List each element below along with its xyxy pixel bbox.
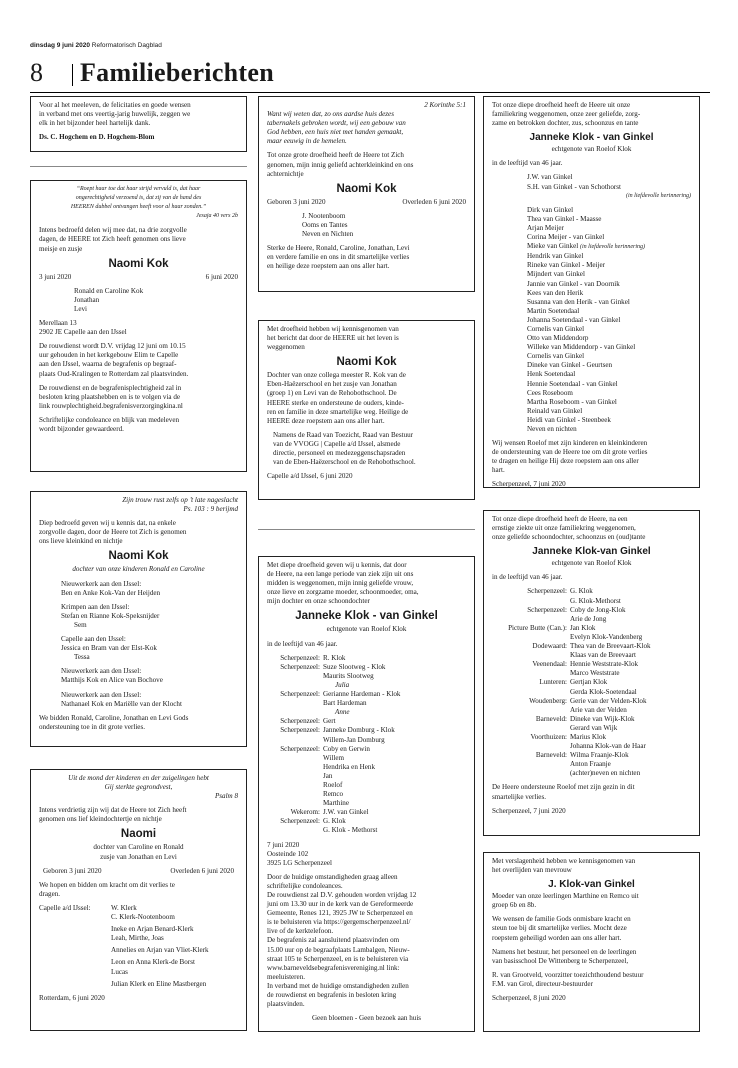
body-line: In verband met de huidige omstandigheden zullen	[267, 981, 409, 990]
intro-line: familiekring weggenomen, onze zeer geliefde, zorg-	[492, 110, 641, 119]
age-line: in de leeftijd van 46 jaar.	[267, 639, 338, 648]
family-place: Scherpenzeel:	[280, 726, 320, 735]
family-line: Arjan Meijer	[527, 223, 564, 232]
intro-line: onze geliefde schoondochter, schoonzus en (oud)tante	[492, 533, 646, 542]
family-line: Ben en Anke Kok-Van der Heijden	[61, 588, 161, 597]
stream-line: link rouwplechtigheid.begrafenisverzorgingkina.nl	[39, 401, 183, 410]
signature-line: van de VVOGG | Capelle a/d IJssel, alsmede	[273, 439, 401, 448]
body-line: We wensen de familie Gods onmisbare kracht en	[492, 915, 631, 924]
stream-line: besloten kring plaatshebben en is te volgen via de	[39, 392, 181, 401]
family-place: Nieuwerkerk aan den IJssel:	[61, 667, 142, 676]
intro-line: dagen, de HEERE tot Zich heeft genomen ons lieve	[39, 235, 186, 244]
intro-line: zame en betrokken dochter, zus, schoonzus en tante	[492, 119, 639, 128]
header-divider	[72, 64, 73, 86]
notice-naomi-klerk	[30, 769, 247, 1031]
quote-line: tabernakels gebroken wordt, wij een gebouw van	[267, 119, 406, 128]
family-line: R. Klok	[323, 653, 346, 662]
closing-line: ondersteuning toe in dit grote verlies.	[39, 722, 145, 731]
family-place: Scherpenzeel:	[280, 690, 320, 699]
body-line: ren en familie in deze smartelijke weg. Heilige de	[267, 407, 409, 416]
body-line: www.barneveldsebegrafenisvereniging.nl link:	[267, 963, 400, 972]
family-line: Jonathan	[74, 295, 100, 304]
birth-date: 3 juni 2020	[39, 272, 72, 281]
family-line: Roelof	[323, 780, 343, 789]
deceased-name: J. Klok-van Ginkel	[548, 879, 635, 891]
quote-reference: 2 Korinthe 5:1	[424, 101, 466, 109]
family-place	[492, 669, 570, 678]
intro-line: Intens bedroefd delen wij mee dat, na drie zorgvolle	[39, 226, 187, 235]
body-line: Gemeente, Renes 121, 3925 JW te Scherpenzeel en	[267, 909, 413, 918]
family-line: Neven en Nichten	[302, 230, 354, 239]
family-line: Cornelis van Ginkel	[527, 324, 585, 333]
family-line: Johanna Klok-van de Haar	[570, 742, 646, 751]
family-line: Dineke van Wijk-Klok	[570, 714, 635, 723]
deceased-name: Janneke Klok - van Ginkel	[295, 610, 438, 623]
family-place: Woudenberg:	[529, 696, 567, 705]
family-line: Otto van Middendorp	[527, 334, 589, 343]
family-line: Jannie van Ginkel - van Doornik	[527, 279, 620, 288]
family-line: Gert	[323, 717, 336, 726]
quote-reference: Jesaja 40 vers 2b	[196, 213, 238, 220]
family-line: J.W. van Ginkel	[527, 173, 573, 182]
header-rule	[30, 92, 710, 93]
family-place: Nieuwerkerk aan den IJssel:	[61, 579, 142, 588]
family-line: Gertjan Klok	[570, 678, 608, 687]
family-line: Rineke van Ginkel - Meijer	[527, 261, 606, 270]
family-line: Dirk van Ginkel	[527, 205, 574, 214]
family-line: Willeke van Middendorp - van Ginkel	[527, 343, 636, 352]
quote-line: HEEREN dubbel ontvangen heeft voor al haar zonden.”	[70, 204, 207, 211]
deceased-name: Naomi Kok	[108, 550, 169, 563]
body-line: De rouwdienst zal D.V. gehouden worden vrijdag 12	[267, 891, 417, 899]
family-line: Hendrika en Henk	[323, 762, 376, 771]
address-line: 2902 JE Capelle aan den IJssel	[39, 328, 127, 337]
family-line: Leah, Mirthe, Joas	[111, 934, 164, 943]
family-place: Lunteren:	[539, 678, 567, 687]
body-line: de rouwdienst en begrafenis in besloten kring	[267, 991, 397, 1000]
family-line: Levi	[74, 304, 87, 313]
body-line: groep 6b en 8b.	[492, 901, 537, 910]
birth-date: Geboren 3 juni 2020	[267, 197, 326, 206]
thanks-line: in verband met ons veertig-jarig huwelijk, zeggen we	[39, 110, 191, 119]
deceased-subtitle: dochter van onze kinderen Ronald en Caroline	[72, 565, 205, 574]
body-line: Namens het bestuur, het personeel en de leerlingen	[492, 947, 637, 956]
intro-line: Diep bedroefd geven wij u kennis dat, na enkele	[39, 519, 176, 528]
body-line: De begrafenis zal aansluitend plaatsvinden om	[267, 936, 400, 945]
family-place: Veenendaal:	[532, 660, 567, 669]
family-line: Ronald en Caroline Kok	[74, 286, 144, 295]
family-line: Johanna Soetendaal - van Ginkel	[527, 315, 621, 324]
notice-footer: Rotterdam, 6 juni 2020	[39, 993, 105, 1002]
family-line: Martha Roseboom - van Ginkel	[527, 397, 617, 406]
body-line: Dochter van onze collega meester R. Kok van de	[267, 371, 406, 380]
closing-line: Wij wensen Roelof met zijn kinderen en kleinkinderen	[492, 439, 648, 448]
signature-line: directie, personeel en medezeggenschapsraden	[273, 449, 406, 458]
family-line: Thea van de Breevaart-Klok	[570, 642, 651, 651]
family-line: Anton Fraanje	[570, 760, 611, 769]
deceased-name: Naomi	[120, 828, 157, 841]
closing-line: smartelijke verlies.	[492, 792, 546, 801]
family-line: Hendrik van Ginkel	[527, 252, 584, 261]
family-place	[267, 672, 323, 681]
family-line: Marco Weststrate	[570, 669, 620, 678]
body-line: van basisschool De Wittenberg te Scherpenzeel,	[492, 956, 629, 965]
condolence-line: Schriftelijke condoleance en blijk van medeleven	[39, 415, 180, 424]
family-line: Julian Klerk en Eline Mastbergen	[111, 979, 207, 988]
family-line: Kees van den Herik	[527, 288, 584, 297]
body-line: Moeder van onze leerlingen Marthine en Remco uit	[492, 892, 639, 901]
quote-reference: Psalm 8	[214, 792, 238, 801]
family-line: Willem	[323, 753, 344, 762]
deceased-name: Naomi Kok	[108, 257, 169, 270]
family-line: Arie van der Velden	[570, 705, 627, 714]
quote-line: “Roept haar toe dat haar strijd vervuld is, dat haar	[76, 186, 201, 192]
family-line: G. Klok	[570, 587, 593, 596]
closing-line: de ondersteuning van de Heere toe om dit grote verlies	[492, 448, 648, 457]
family-line: Jessica en Bram van der Elst-Kok	[61, 644, 157, 653]
death-date: Overleden 6 juni 2020	[170, 866, 234, 875]
family-line: Arie de Jong	[570, 614, 607, 623]
intro-line: het overlijden van mevrouw	[492, 866, 572, 875]
quote-line: God hebben, een huis niet met handen gemaakt,	[267, 128, 404, 137]
family-line: Corina Meijer - van Ginkel	[527, 233, 605, 242]
family-line: Coby en Gerwin	[323, 744, 370, 753]
memory-note: (in liefdevolle herinnering)	[580, 244, 645, 251]
header-paper: Reformatorisch Dagblad	[91, 42, 162, 49]
intro-line: onze lieve en zorgzame moeder, schoonmoeder, oma,	[267, 588, 419, 597]
family-line: Maurits Slootweg	[323, 671, 374, 680]
family-line: Cees Roseboom	[527, 388, 573, 397]
family-place: Barneveld:	[535, 751, 567, 760]
deceased-subtitle: echtgenote van Roelof Klok	[551, 145, 632, 154]
intro-line: genomen ons lief kleindochtertje en nichtje	[39, 815, 162, 824]
address-line: 3925 LG Scherpenzeel	[267, 858, 333, 867]
intro-line: Tot onze diepe droefheid heeft de Heere uit onze	[492, 101, 631, 109]
deceased-name: Janneke Klok - van Ginkel	[529, 132, 654, 144]
family-place: Capelle a/d IJssel:	[39, 903, 91, 912]
page-title: Familieberichten	[80, 58, 274, 87]
family-place	[492, 760, 570, 769]
quote-line: Gij sterkte gegrondvest,	[104, 783, 173, 792]
wish-line: We hopen en bidden om kracht om dit verlies te	[39, 880, 175, 889]
notice-naomi-grandparents	[30, 491, 247, 747]
page-number: 8	[30, 58, 43, 87]
wish-line: dragen.	[39, 889, 61, 898]
family-place: Barneveld:	[535, 714, 567, 723]
service-line: uur gehouden in het kerkgebouw Elim te Capelle	[39, 351, 179, 360]
notice-janneke-husband	[258, 556, 475, 1032]
signature-line: F.M. van Grol, directeur-bestuurder	[492, 979, 593, 988]
death-date: Overleden 6 juni 2020	[402, 197, 466, 206]
family-line: Lucas	[111, 967, 128, 976]
family-place: Scherpenzeel:	[527, 587, 567, 596]
family-place	[492, 742, 570, 751]
family-place	[267, 763, 323, 772]
family-line: Henk Soetendaal	[527, 370, 576, 379]
family-line: Evelyn Klok-Vandenberg	[570, 632, 643, 641]
family-place	[492, 724, 570, 733]
deceased-subtitle: echtgenote van Roelof Klok	[326, 625, 407, 634]
quote-line: maar eeuwig in de hemelen.	[267, 137, 347, 146]
family-line: Gerianne Hardeman - Klok	[323, 690, 401, 699]
intro-line: Tot onze diepe droefheid heeft de Heere, na een	[492, 515, 628, 523]
stream-line: De rouwdienst en de begrafenisplechtigheid zal in	[39, 383, 182, 392]
family-line: W. Klerk	[111, 903, 137, 912]
family-line: Jan	[323, 771, 333, 780]
intro-line: Met verslagenheid hebben we kennisgenomen van	[492, 857, 636, 865]
family-place	[267, 736, 323, 745]
family-place	[267, 772, 323, 781]
family-line: Stefan en Rianne Kok-Speksnijder	[61, 611, 160, 620]
family-line: Willem-Jan Domburg	[323, 735, 385, 744]
age-line: in de leeftijd van 46 jaar.	[492, 159, 563, 168]
family-line: Reinald van Ginkel	[527, 406, 583, 415]
family-place	[267, 754, 323, 763]
intro-line: Intens verdrietig zijn wij dat de Heere tot Zich heeft	[39, 806, 187, 815]
body-line: Door de huidige omstandigheden graag alleen	[267, 872, 398, 881]
family-place	[267, 799, 323, 808]
family-place	[492, 688, 570, 697]
family-place: Scherpenzeel:	[280, 662, 320, 671]
deceased-subtitle: dochter van Caroline en Ronald	[93, 843, 184, 852]
family-place: Scherpenzeel:	[280, 817, 320, 826]
body-line: straat 105 te Scherpenzeel, en is te beluisteren via	[267, 954, 409, 963]
thanks-line: Voor al het meeleven, de felicitaties en goede wensen	[39, 101, 191, 109]
family-place	[267, 781, 323, 790]
family-place: Scherpenzeel:	[280, 744, 320, 753]
family-line: Tessa	[74, 653, 90, 662]
family-line: Gerard van Wijk	[570, 723, 618, 732]
family-line: Mijndert van Ginkel	[527, 270, 585, 279]
family-line: Thea van Ginkel - Maasse	[527, 214, 602, 223]
family-line: Ooms en Tantes	[302, 220, 348, 229]
closing-line: en verdere familie en ons in dit smartelijke verlies	[267, 253, 410, 262]
family-line: G. Klok - Methorst	[323, 826, 378, 835]
family-place: Scherpenzeel:	[527, 605, 567, 614]
family-place	[492, 597, 570, 606]
family-line: Gerie van der Velden-Klok	[570, 696, 647, 705]
notice-janneke-school	[483, 852, 700, 1032]
family-place: Scherpenzeel:	[280, 653, 320, 662]
family-line: J.W. van Ginkel	[323, 808, 369, 817]
family-line: Dineke van Ginkel - Geurtsen	[527, 361, 613, 370]
family-line: Suze Slootweg - Klok	[323, 662, 386, 671]
quote-reference: Ps. 103 : 9 berijmd	[183, 505, 238, 514]
family-place	[267, 790, 323, 799]
family-place	[492, 633, 570, 642]
notice-date: 7 juni 2020	[267, 840, 300, 849]
family-line: Nathanael Kok en Mariëlle van der Klocht	[61, 699, 182, 708]
notice-janneke-family	[483, 96, 700, 488]
intro-line: de Heere, na een lange periode van ziek zijn uit ons	[267, 570, 414, 579]
age-line: in de leeftijd van 46 jaar.	[492, 573, 563, 582]
family-place	[267, 826, 323, 835]
notice-janneke-inlaws	[483, 510, 700, 836]
body-line: plaatsvinden.	[267, 1000, 305, 1009]
family-place: Picture Butte (Can.):	[508, 623, 567, 632]
family-place	[267, 708, 323, 717]
family-line: Susanna van den Herik - van Ginkel	[527, 297, 630, 306]
deceased-name: Naomi Kok	[336, 182, 397, 195]
intro-line: mijn dochter en onze schoondochter	[267, 597, 370, 606]
family-line: Heidi van Ginkel - Steenbeek	[527, 415, 611, 424]
intro-line: ernstige ziekte uit onze familiekring weggenomen,	[492, 524, 636, 533]
intro-line: zorgvolle dagen, door de Heere tot Zich is genomen	[39, 528, 187, 537]
deceased-name: Naomi Kok	[336, 356, 397, 369]
family-line: Klaas van de Breevaart	[570, 651, 636, 660]
family-place	[492, 706, 570, 715]
intro-line: genomen, mijn innig geliefd achterkleinkind en ons	[267, 160, 414, 169]
body-line: is te beluisteren via https://gergemscherpenzeel.nl/	[267, 918, 411, 927]
family-line: Wilma Fraanje-Klok	[570, 751, 629, 760]
family-line: Ineke en Arjan Benard-Klerk	[111, 925, 194, 934]
notice-footer: Scherpenzeel, 8 juni 2020	[492, 994, 566, 1003]
family-line: Marthine	[323, 799, 350, 808]
notice-footer: Capelle a/d IJssel, 6 juni 2020	[267, 472, 353, 481]
family-place: Scherpenzeel:	[280, 717, 320, 726]
body-line: meeluisteren.	[267, 972, 306, 981]
birth-date: Geboren 3 juni 2020	[43, 866, 102, 875]
family-place	[267, 681, 323, 690]
family-line: Hennie Soetendaal - van Ginkel	[527, 379, 618, 388]
deceased-subtitle: echtgenote van Roelof Klok	[551, 559, 632, 568]
death-date: 6 juni 2020	[205, 272, 238, 281]
family-line: Anne	[335, 708, 350, 717]
body-line: steun toe bij dit smartelijke verlies. Mocht deze	[492, 924, 627, 933]
family-place: Capelle aan den IJssel:	[61, 635, 126, 644]
family-line: Leon en Anna Klerk-de Borst	[111, 958, 195, 967]
notice-naomi-school	[258, 320, 475, 500]
intro-line: Met droefheid hebben wij kennisgenomen van	[267, 325, 399, 333]
body-line: schriftelijke condoleances.	[267, 881, 343, 890]
memory-note: (in liefdevolle herinnering)	[626, 192, 691, 199]
quote-line: Zijn trouw rust zelfs op ’t late nageslacht	[122, 496, 238, 504]
family-line: Hennie Weststrate-Klok	[570, 660, 639, 669]
family-line: S.H. van Ginkel - van Schothorst	[527, 182, 621, 191]
family-line: G. Klok-Methorst	[570, 596, 621, 605]
header-date: dinsdag 9 juni 2020	[30, 42, 90, 49]
address-line: Oosteinde 102	[267, 849, 309, 858]
family-line: Sem	[74, 620, 87, 629]
body-line: Eben-Haëzerschool en het zusje van Jonathan	[267, 380, 397, 389]
signature-line: R. van Grootveld, voorzitter toezichthoudend bestuur	[492, 970, 644, 979]
body-line: HEERE deze roepstem aan ons aller hart.	[267, 416, 385, 425]
closing-line: te dragen en heilige Hij deze roepstem aan ons aller	[492, 457, 639, 466]
intro-line: weggenomen	[267, 343, 305, 352]
intro-line: achternichtje	[267, 169, 304, 178]
family-line: Janneke Domburg - Klok	[323, 726, 395, 735]
signature-line: Namens de Raad van Toezicht, Raad van Bestuur	[273, 430, 414, 439]
divider	[258, 529, 475, 530]
family-line: Martin Soetendaal	[527, 306, 580, 315]
family-line: Coby de Jong-Klok	[570, 605, 626, 614]
family-place: Krimpen aan den IJssel:	[61, 602, 130, 611]
thanks-signature: Ds. C. Hogchem en D. Hogchem-Blom	[39, 133, 155, 142]
notice-naomi-parents	[30, 180, 247, 472]
family-place: Dodewaard:	[532, 642, 567, 651]
notice-footer: Scherpenzeel, 7 juni 2020	[492, 480, 566, 489]
quote-line: Uit de mond der kinderen en der zuigelingen hebt	[68, 774, 209, 782]
family-line: Marius Klok	[570, 732, 607, 741]
family-line: Julia	[335, 680, 350, 689]
intro-line: meisje en zusje	[39, 244, 83, 253]
family-place	[492, 615, 570, 624]
family-line: Mieke van Ginkel	[527, 242, 579, 251]
closing-line: hart.	[492, 466, 505, 475]
notice-thanks	[30, 96, 247, 152]
family-line: Matthijs Kok en Alice van Bochove	[61, 676, 163, 685]
deceased-name: Janneke Klok-van Ginkel	[532, 546, 651, 558]
address-line: Merellaan 13	[39, 319, 77, 328]
condolence-line: wordt bijzonder gewaardeerd.	[39, 424, 124, 433]
family-line: Neven en nichten	[527, 425, 577, 433]
family-line: Remco	[323, 790, 344, 799]
family-line: (achter)neven en nichten	[570, 769, 641, 778]
closing-line: We bidden Ronald, Caroline, Jonathan en Levi Gods	[39, 713, 189, 722]
body-line: (groep 1) en Levi van de Rehobothschool. De	[267, 389, 397, 398]
notice-naomi-nootenboom	[258, 96, 475, 292]
family-place: Voorthuizen:	[530, 732, 567, 741]
page-header	[30, 42, 710, 49]
closing-line: Sterke de Heere, Ronald, Caroline, Jonathan, Levi	[267, 244, 410, 253]
deceased-subtitle: zusje van Jonathan en Levi	[100, 852, 177, 861]
notice-footer: Geen bloemen - Geen bezoek aan huis	[311, 1014, 422, 1023]
intro-line: midden is weggenomen, mijn innig geliefde vrouw,	[267, 579, 414, 588]
family-line: Cornelis van Ginkel	[527, 352, 585, 361]
body-line: 15.00 uur op de begraafplaats Lambalgen, Nieuw-	[267, 945, 410, 954]
closing-line: en heilige deze roepstem aan ons aller hart.	[267, 262, 390, 271]
family-line: C. Klerk-Nootenboom	[111, 913, 175, 922]
family-line: Gerda Klok-Soetendaal	[570, 687, 637, 696]
divider	[30, 166, 247, 167]
body-line: live of de kerktelefoon.	[267, 927, 334, 936]
family-line: Bart Hardeman	[323, 699, 367, 708]
family-place: Wekerom:	[290, 808, 320, 817]
family-line: J. Nootenboom	[302, 211, 346, 220]
intro-line: ons lieve kleinkind en nichtje	[39, 537, 123, 546]
family-line: G. Klok	[323, 817, 346, 826]
family-place: Nieuwerkerk aan den IJssel:	[61, 690, 142, 699]
family-line: Annelies en Arjan van Vliet-Klerk	[111, 946, 209, 955]
family-line: Jan Klok	[570, 623, 596, 632]
signature-line: van de Eben-Haëzerschool en de Rehobothschool.	[273, 458, 416, 467]
intro-line: Tot onze grote droefheid heeft de Heere tot Zich	[267, 151, 404, 160]
quote-line: ongerechtigheid verzoend is, dat zij van de hand des	[75, 195, 202, 202]
intro-line: Met diepe droefheid geven wij u kennis, dat door	[267, 561, 407, 569]
body-line: roepstem geheiligd worden aan ons aller hart.	[492, 933, 622, 942]
service-line: De rouwdienst wordt D.V. vrijdag 12 juni om 10.15	[39, 342, 186, 351]
family-place	[492, 651, 570, 660]
thanks-line: elk in het bijzonder heel hartelijk dank.	[39, 119, 151, 128]
notice-footer: Scherpenzeel, 7 juni 2020	[492, 806, 566, 815]
family-place	[492, 769, 570, 778]
service-line: plaats Oud-Kralingen te Rotterdam zal plaatsvinden.	[39, 369, 189, 378]
intro-line: het bericht dat door de HEERE uit het leven is	[267, 334, 399, 343]
quote-line: Want wij weten dat, zo ons aardse huis dezes	[267, 110, 394, 119]
service-line: aan den IJssel, waarna de begrafenis op begraaf-	[39, 360, 177, 369]
body-line: HEERE sterke en ondersteune de ouders, kinde-	[267, 398, 404, 407]
closing-line: De Heere ondersteune Roelof met zijn gezin in dit	[492, 783, 635, 792]
family-place	[267, 699, 323, 708]
body-line: juni om 13.30 uur in de kerk van de Gereformeerde	[267, 900, 414, 909]
